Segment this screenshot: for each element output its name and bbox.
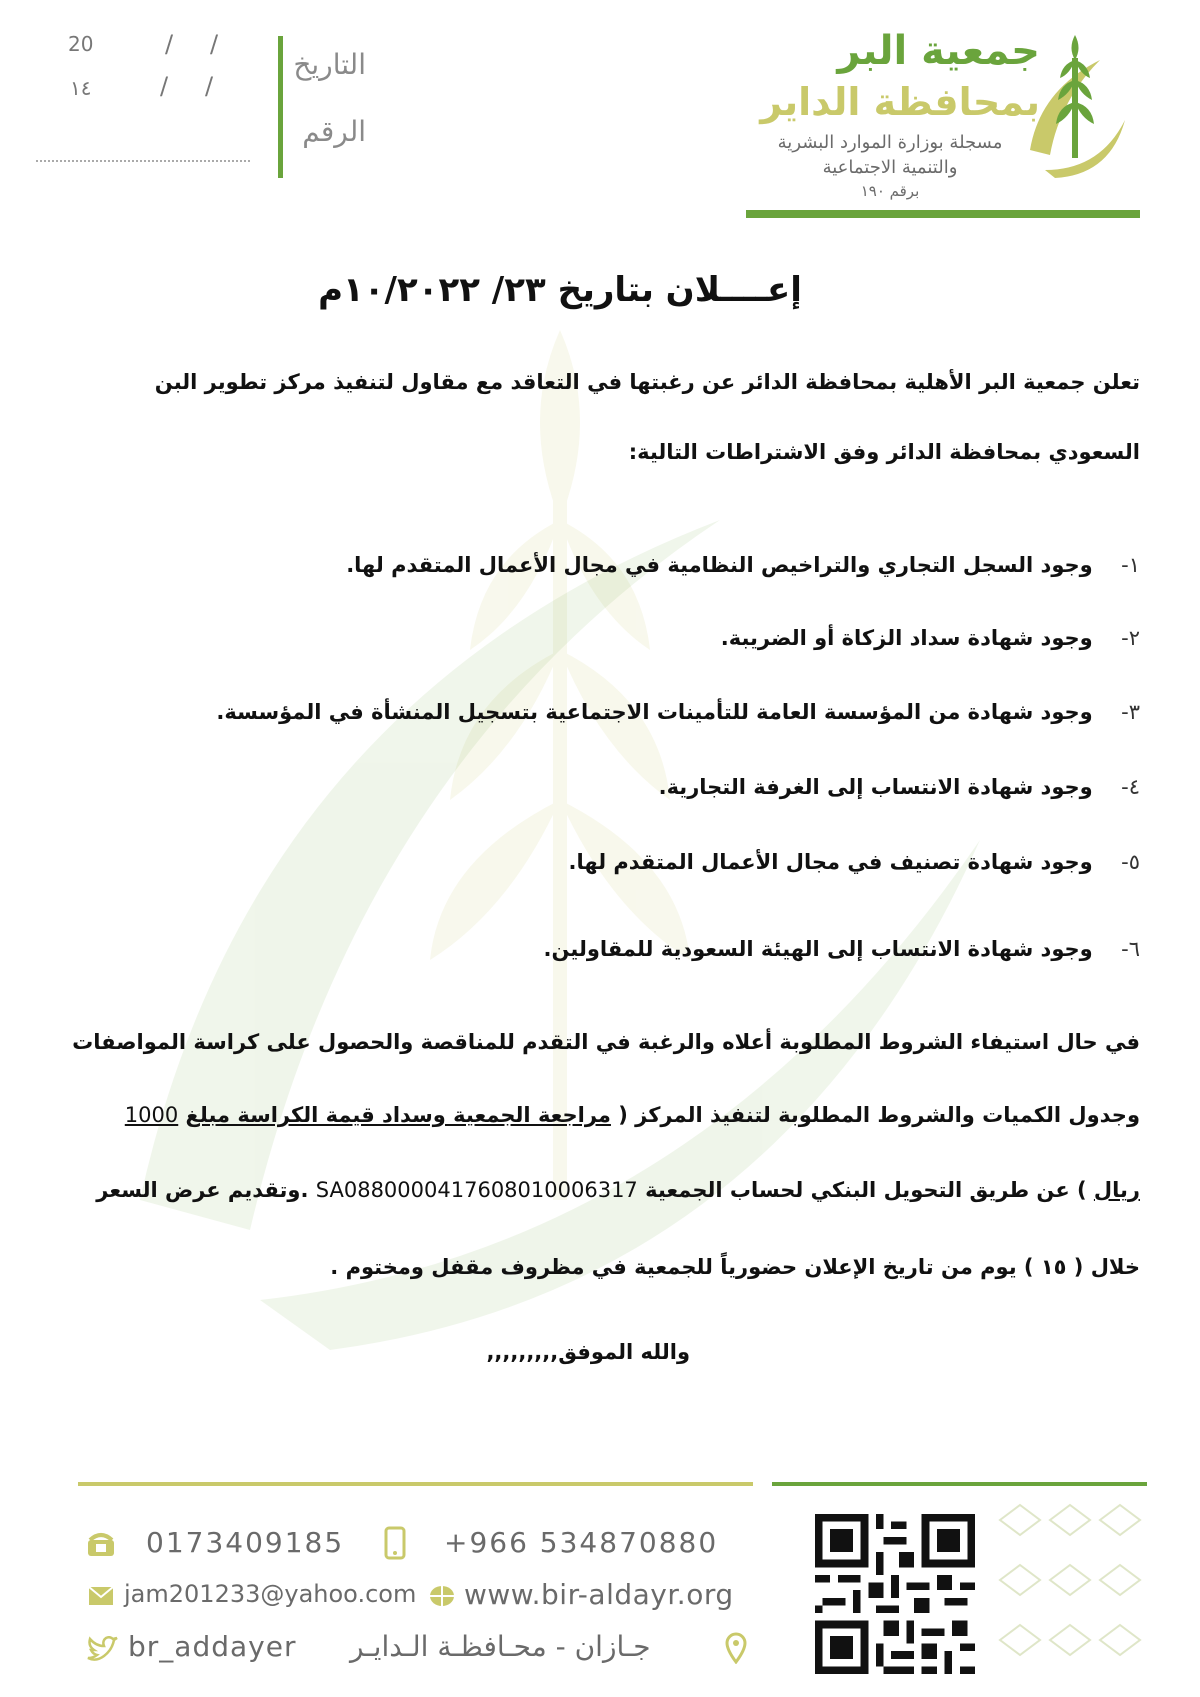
qr-code[interactable] (815, 1514, 975, 1674)
closing-line-1: في حال استيفاء الشروط المطلوبة أعلاه والرغبة في التقدم للمناقصة والحصول على كراسة المواصفات (72, 1030, 1140, 1054)
requirement-text: وجود شهادة الانتساب إلى الهيئة السعودية للمقاولين. (543, 937, 1093, 961)
currency-riyal: ريال (1093, 1178, 1140, 1202)
closing-line-4: خلال ( ١٥ ) يوم من تاريخ الإعلان حضورياً للجمعية في مظروف مقفل ومختوم . (330, 1255, 1140, 1279)
bank-iban: SA0880000417608010006317 (315, 1178, 638, 1202)
booklet-price: 1000 (124, 1103, 179, 1127)
date-slash-1: / (165, 30, 174, 58)
number-slash-2: / (205, 72, 214, 100)
phone-icon (86, 1530, 116, 1558)
requirement-text: وجود شهادة من المؤسسة العامة للتأمينات الاجتماعية بتسجيل المنشأة في المؤسسة. (216, 700, 1093, 724)
letterhead-footer (0, 1480, 1200, 1697)
requirement-text: وجود شهادة تصنيف في مجال الأعمال المتقدم لها. (568, 850, 1093, 874)
org-name-line1: جمعية البر (837, 28, 1040, 74)
requirement-item (90, 700, 1140, 724)
requirement-text: وجود شهادة الانتساب إلى الغرفة التجارية. (658, 775, 1093, 799)
announcement-title: إعــــلان بتاريخ ٢٣/ ١٠/٢٠٢٢م (318, 270, 802, 310)
intro-line-2: السعودي بمحافظة الدائر وفق الاشتراطات التالية: (628, 440, 1140, 464)
closing-line-2 (40, 1103, 1140, 1127)
registration-line2: والتنمية الاجتماعية (822, 157, 958, 178)
location-text: جـازان - محـافظـة الـدايـر (350, 1630, 651, 1663)
decorative-pattern (990, 1500, 1150, 1680)
footer-rule-left (78, 1482, 753, 1486)
location-pin-icon (725, 1632, 747, 1664)
closing-line-2-underlined: مراجعة الجمعية وسداد قيمة الكراسة مبلغ (185, 1103, 611, 1127)
twitter-handle[interactable]: br_addayer (128, 1630, 297, 1663)
requirement-item (90, 775, 1140, 799)
registration-line1: مسجلة بوزارة الموارد البشرية (777, 132, 1003, 153)
requirement-item (90, 937, 1140, 961)
requirement-text: وجود السجل التجاري والتراخيص النظامية في مجال الأعمال المتقدم لها. (346, 553, 1093, 577)
closing-line-2-start: وجدول الكميات والشروط المطلوبة لتنفيذ المركز ( (618, 1103, 1140, 1127)
globe-icon (428, 1584, 456, 1608)
closing-line-3-end: .وتقديم عرض السعر (96, 1178, 309, 1202)
requirement-number: ٥- (1121, 850, 1140, 874)
closing-line-3 (40, 1178, 1140, 1202)
requirement-number: ٢- (1121, 626, 1140, 650)
requirement-item (90, 553, 1140, 577)
footer-rule-right (772, 1482, 1147, 1486)
requirement-number: ٦- (1121, 937, 1140, 961)
number-label: الرقم (302, 115, 366, 148)
requirement-text: وجود شهادة سداد الزكاة أو الضريبة. (720, 626, 1093, 650)
mobile-icon (384, 1526, 406, 1560)
date-year-prefix: 20 (68, 32, 94, 56)
mobile-number: +966 534870880 (444, 1526, 719, 1559)
email-icon (88, 1586, 114, 1606)
signoff: والله الموفق,,,,,,,,, (486, 1340, 690, 1364)
requirement-number: ١- (1121, 553, 1140, 577)
date-label: التاريخ (293, 48, 366, 81)
closing-line-3-middle: ) عن طريق التحويل البنكي لحساب الجمعية (645, 1178, 1087, 1202)
registration-line3: برقم ١٩٠ (860, 182, 920, 200)
intro-line-1: تعلن جمعية البر الأهلية بمحافظة الدائر عن رغبتها في التعاقد مع مقاول لتنفيذ مركز تطوير البن (154, 370, 1140, 394)
requirement-number: ٣- (1121, 700, 1140, 724)
website-url[interactable]: www.bir-aldayr.org (464, 1578, 734, 1611)
number-slash-1: / (160, 72, 169, 100)
number-year-prefix: ١٤ (70, 76, 92, 100)
date-slash-2: / (210, 30, 219, 58)
requirement-item (90, 850, 1140, 874)
requirement-item (90, 626, 1140, 650)
twitter-icon (86, 1636, 118, 1664)
email-address[interactable]: jam201233@yahoo.com (124, 1580, 417, 1608)
org-name-line2: بمحافظة الداير (760, 80, 1040, 124)
phone-number: 0173409185 (146, 1526, 345, 1559)
requirement-number: ٤- (1121, 775, 1140, 799)
